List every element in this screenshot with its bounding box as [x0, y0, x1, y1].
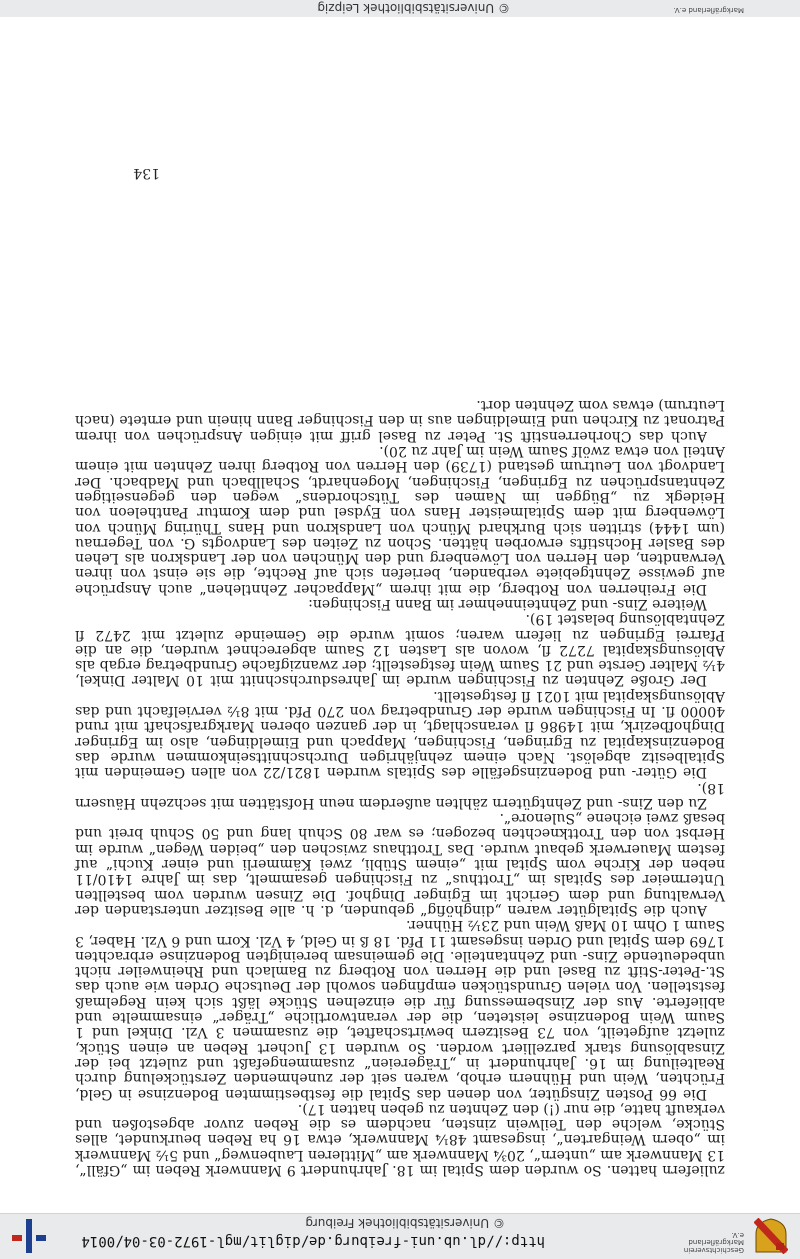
paragraph: Die Güter- und Bodenzinsgefälle des Spitals wurden 1821/22 von allen Gemeinden mit Spitalbesitz abgelöst. Nach einem zehnjährigen Durchschnittseinkommen wurde das Bodenzinskapital zu Egringen, Fischingen, Mappach und Eimeldingen, also im Egringer Dinghofbezirk, mit 14986 fl veranschlagt, in der ganzen oberen Markgrafschaft mit rund 40000 fl. In Fischingen wurde der Grundbetrag von 270 Pfd. mit 8½ vervielfacht und das Ablösungskapital mit 1021 fl festgestellt.	[75, 687, 725, 781]
coat-of-arms-icon	[754, 1218, 788, 1254]
library-logo-icon	[10, 1217, 48, 1255]
paragraph: Der Große Zehnten zu Fischingen wurde im Jahresdurchschnitt mit 10 Malter Dinkel, 4½ Malter Gerste und 21 Saum Wein festgestellt; der zwanzigfache Grundbetrag ergab als Ablösungskapital 7272 fl, wovon als Lasten 12 Saum abgerechnet wurden, die an die Pfarrei Egringen zu liefern waren; somit wurde die Gemeinde zuletzt mit 2472 fl Zehntablösung belastet 19).	[75, 611, 725, 689]
paragraph: Auch die Spitalgüter waren „dinghöfig“ gebunden, d. h. alle Besitzer unterstanden der Verwaltung und dem Gericht im Eginger Dinghof. Die Zinsen wurden vom bestellten Untermeier des Spitals im „Trotthus“ zu Fischingen gesammelt, das im Jahre 1410/11 neben der Kirche vom Spital mit „einem Stübli, zwei Kämmerli und einer Kuchi“ auf festem Mauerwerk gebaut wurde. Das Trotthaus zwischen den „beiden Wegen“ wurde im Herbst von den Trottknechten bezogen; es war 80 Schuh lang und 50 Schuh breit und besaß zwei eichene „Sulenore“.	[75, 810, 725, 918]
society-logo	[752, 1217, 790, 1255]
institution-name: Geschichtsverein Markgräflerland e.V.	[683, 1230, 744, 1254]
permalink-url[interactable]: http://dl.ub.uni-freiburg.de/diglit/mgl-1972-03-04/0014	[81, 1233, 545, 1249]
university-logo	[10, 1217, 48, 1255]
copyright-text: © Universitätsbibliothek Freiburg	[305, 1216, 505, 1230]
footer-copyright: © Universitätsbibliothek Leipzig	[317, 1, 510, 15]
footer-institution: Markgräflerland e.V.	[673, 6, 744, 14]
paragraph: Die Freiherren von Rotberg, die mit ihrem „Mappacher Zehntlehen“ auch Ansprüche auf gewisse Zehntgebiete verbanden, beriefen sich auf Rechte, die sie einst von ihren Verwandten, den Herren von Löwenberg und den München von der Landskron als Lehen des Basler Hochstifts erworben hätten. Schon zu Zeiten des Landvogts G. von Tegernau (um 1444) stritten sich Burkhard Münch von Landskron und Hans Thüring Münch von Löwenberg mit dem Spitalmeister Hans von Eydsel und dem Komtur Pantheleon von Heidegk zu „Büggen im Namen des Tütschordens“ wegen den gegenseitigen Zehntansprüchen zu Egringen, Fischingen, Mogenhardt, Schallbach und Madbach. Der Landvogt von Leutrum gestand (1739) den Herren von Rotberg ihren Zehnten mit einem Anteil von etwa zwölf Saum Wein im Jahr zu 20).	[75, 443, 725, 597]
paragraph: Weitere Zins- und Zehnteinnehmer im Bann Fischingen:	[308, 596, 707, 613]
paragraph: zuliefern hatten. So wurden dem Spital im 18. Jahrhundert 9 Mannwerk Reben im „Gfäll“, 13 Mannwerk am „untern“, 20¾ Mannwerk am „Mittleren Laubenweg“ und 5½ Mannwerk im „obern Weingarten“, insgesamt 48¼ Mannwerk, etwa 16 ha Reben beurkundet, alles Stücke, welche den Teilwein zinsten, nachdem es die Reben zuvor abgestoßen und verkauft hatte, die nur (!) den Zehnten zu geben hatten 17).	[75, 1100, 725, 1178]
paragraph: Die 66 Posten Zinsgüter, von denen das Spital die festbestimmten Bodenzinse in Geld, Früchten, Wein und Hühnern erhob, waren seit der zunehmenden Zerstückelung durch Realteilung im 16. Jahrhundert in „Trägereien“ zusammengefaßt und zuletzt bei der Zinsablösung stark parzelliert worden. So wurden 13 Juchert Reben an einen Stück, zuletzt aufgeteilt, von 73 Besitzern bewirtschaftet, die zusammen 3 Vzl. Dinkel und 1 Saum Wein Bodenzinse leisteten, die der verantwortliche „Träger“ einsammelte und ablieferte. Aus der Zinsbemessung für die einzelnen Stücke läßt sich kein Regelmaß feststellen. Von vielen Grundstücken empfingen sowohl der Deutsche Orden wie auch das St.-Peter-Stift zu Basel und die Herren von Rotberg zu Bamlach und Rheinweiler nicht unbedeutende Zins- und Zehntanteile. Die gemeinsam bereinigten Bodenzinse erbrachten 1769 dem Spital und Orden insgesamt 11 Pfd. 18 ß in Geld, 4 Vzl. Korn und 6 Vzl. Haber, 3 Saum 1 Ohm 10 Maß Wein und 23½ Hühner.	[75, 917, 725, 1102]
page-number: 134	[133, 165, 160, 181]
viewer-footer-bar	[0, 0, 800, 17]
page-body-text	[75, 397, 725, 1177]
paragraph: Auch das Chorherrenstift St. Peter zu Basel griff mit einigen Ansprüchen von ihrem Patronat zu Kirchen und Eimeldingen aus in den Fischinger Bann hinein und erntete (nach Leutrum) etwas vom Zehnten dort.	[75, 397, 725, 444]
viewer-header-bar	[0, 1213, 800, 1259]
paragraph: Zu den Zins- und Zehntgütern zählten außerdem neun Hofstätten mit sechzehn Häusern 18).	[75, 779, 725, 811]
